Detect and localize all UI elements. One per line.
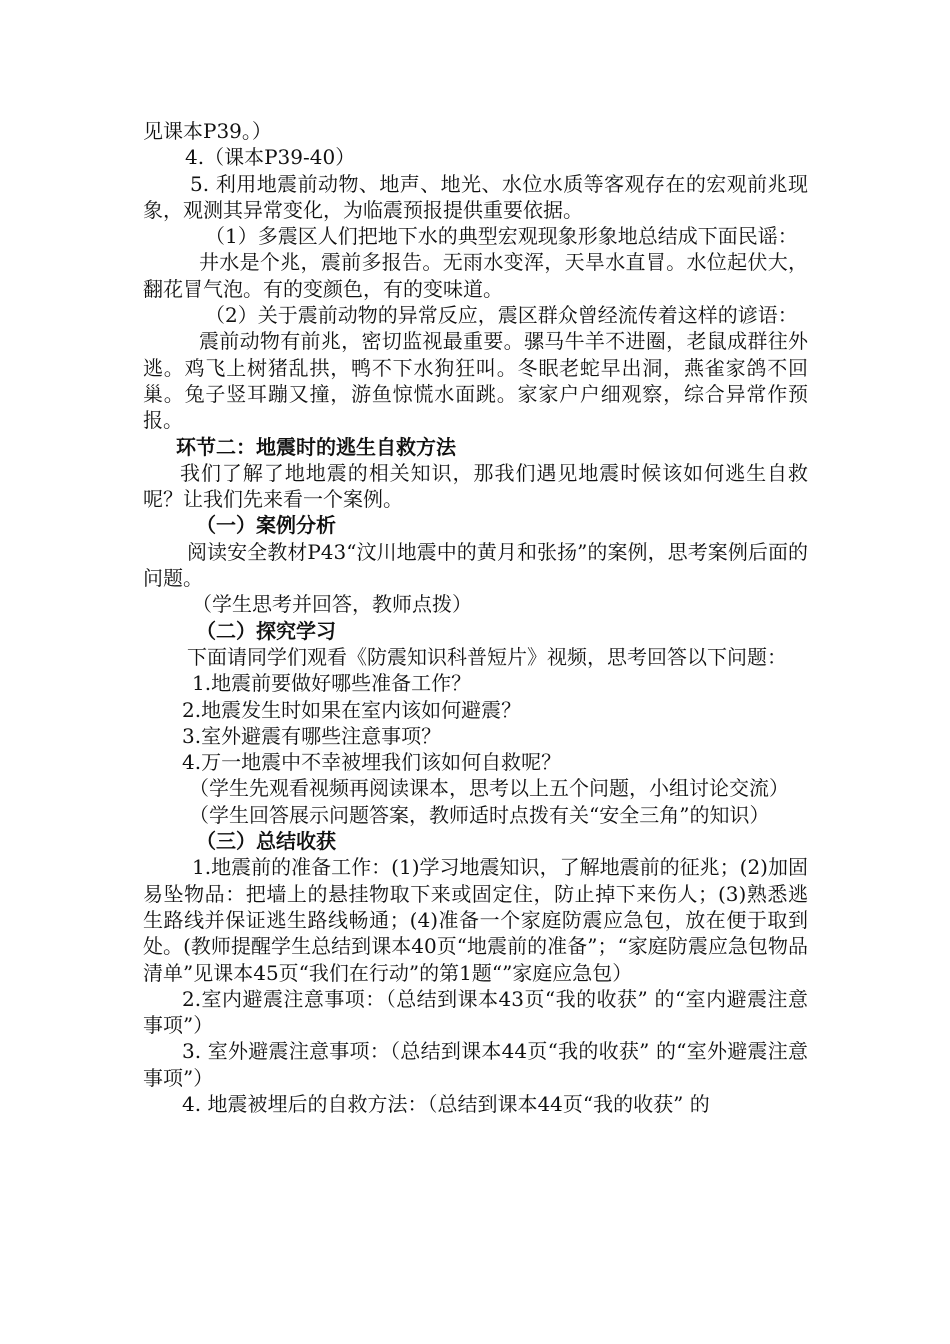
paragraph: （学生回答展示问题答案，教师适时点拨有关“安全三角”的知识） — [189, 802, 770, 827]
subsection-heading: （二）探究学习 — [196, 618, 336, 643]
summary-item: 4. 地震被埋后的自救方法：（总结到课本44页“我的收获” 的 — [182, 1091, 710, 1116]
paragraph: （1）多震区人们把地下水的典型宏观现象形象地总结成下面民谣： — [205, 224, 798, 249]
paragraph: 井水是个兆，震前多报告。无雨水变浑，天旱水直冒。水位起伏大，翻花冒气泡。有的变颜色，有的变味道。 — [143, 250, 808, 301]
paragraph: 下面请同学们观看《防震知识科普短片》视频，思考回答以下问题： — [187, 644, 787, 669]
list-item: 4.万一地震中不幸被埋我们该如何自救呢？ — [182, 750, 562, 775]
paragraph: （2）关于震前动物的异常反应，震区群众曾经流传着这样的谚语： — [205, 303, 798, 328]
summary-item: 2.室内避震注意事项：（总结到课本43页“我的收获” 的“室内避震注意事项”） — [143, 986, 808, 1038]
summary-item: 3. 室外避震注意事项：（总结到课本44页“我的收获” 的“室外避震注意事项”） — [143, 1039, 808, 1090]
paragraph: 见课本P39。） — [143, 119, 272, 143]
document-body — [143, 118, 808, 1117]
subsection-heading: （三）总结收获 — [196, 829, 336, 854]
paragraph: 我们了解了地地震的相关知识，那我们遇见地震时候该如何逃生自救呢？让我们先来看一个案例。 — [143, 460, 808, 512]
summary-item: 1.地震前的准备工作：(1)学习地震知识，了解地震前的征兆；(2)加固易坠物品：把墙上的悬挂物取下来或固定住，防止掉下来伤人；(3)熟悉逃生路线并保证逃生路线畅通；(4)准备一个家庭防震应急包，放在便于取到处。(教师提醒学生总结到课本40页“地震前的准备”；“家庭防震应急包物品清单”见课本45页“我们在行动”的第1题“”家庭应急包） — [143, 855, 808, 985]
paragraph: （学生思考并回答，教师点拨） — [192, 592, 472, 617]
paragraph: 震前动物有前兆，密切监视最重要。骡马牛羊不进圈，老鼠成群往外逃。鸡飞上树猪乱拱，鸭不下水狗狂叫。冬眠老蛇早出洞，燕雀家鸽不回巢。兔子竖耳蹦又撞，游鱼惊慌水面跳。家家户户细观察，综合异常作预报。 — [143, 329, 808, 433]
paragraph: （学生先观看视频再阅读课本，思考以上五个问题，小组讨论交流） — [189, 776, 789, 801]
subsection-heading: （一）案例分析 — [196, 513, 336, 538]
paragraph: 5. 利用地震前动物、地声、地光、水位水质等客观存在的宏观前兆现象，观测其异常变化，为临震预报提供重要依据。 — [143, 171, 808, 222]
list-item: 2.地震发生时如果在室内该如何避震？ — [182, 697, 522, 722]
list-item: 1.地震前要做好哪些准备工作？ — [192, 671, 472, 696]
section-heading: 环节二：地震时的逃生自救方法 — [176, 434, 456, 459]
paragraph: 阅读安全教材P43“汶川地震中的黄月和张扬”的案例，思考案例后面的问题。 — [143, 539, 808, 591]
list-item: 3.室外避震有哪些注意事项？ — [182, 723, 442, 748]
paragraph: 4.（课本P39-40） — [185, 145, 356, 170]
